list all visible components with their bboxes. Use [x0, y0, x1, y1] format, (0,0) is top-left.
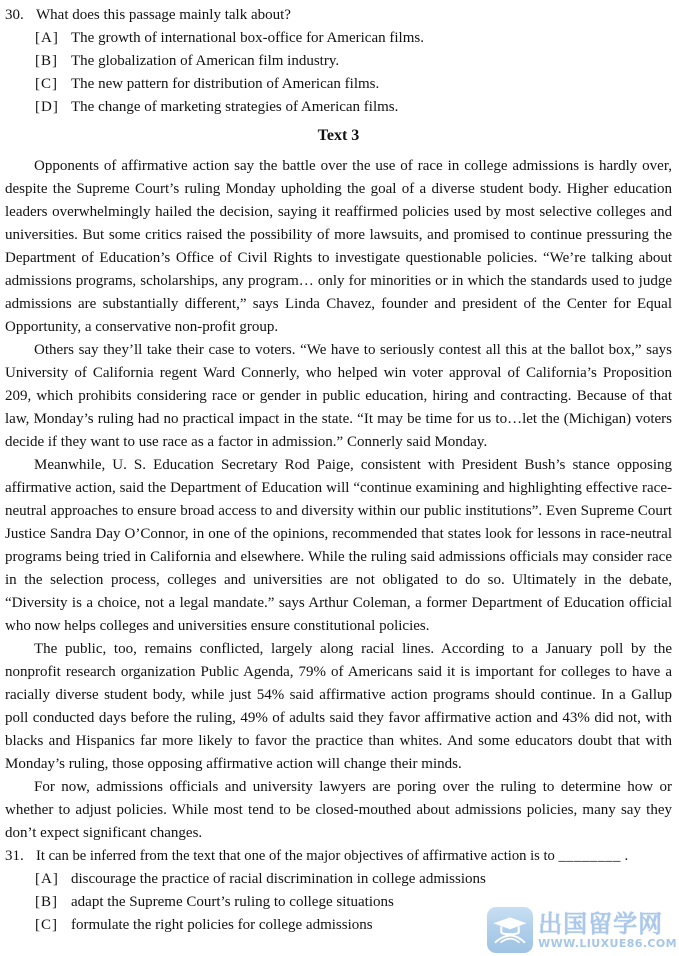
passage-paragraph-3: Meanwhile, U. S. Education Secretary Rod Paige, consistent with President Bush’s stance opposing affirmative action, said the Department of Education will “continue examining and highlighting effective race-neutral approaches to ensure broad access to and diversity within our public institutions”. Even Supreme Court Justice Sandra Day O’Connor, in one of the opinions, recommended that states look for lessons in race-neutral programs being tried in California and elsewhere. While the ruling said admissions officials may consider race in the selection process, colleges and universities are not obligated to do so. Ultimately in the debate, “Diversity is a choice, not a legal mandate.” says Arthur Coleman, a former Department of Education official who now helps colleges and universities ensure constitutional policies.	[5, 457, 672, 634]
watermark-site-url: WWW.LIUXUE86.COM	[538, 936, 677, 950]
passage-paragraph-2: Others say they’ll take their case to voters. “We have to seriously contest all this at the ballot box,” says University of California regent Ward Connerly, who helped win voter approval of California’s Proposition 209, which prohibits considering race or gender in public education, hiring and contracting. Because of that law, Monday’s ruling had no practical impact in the state. “It may be time for us to…let the (Michigan) voters decide if they want to use race as a factor in admission.” Connerly said Monday.	[5, 342, 672, 450]
question-30	[5, 4, 672, 119]
passage-paragraph-4: The public, too, remains conflicted, largely along racial lines. According to a January poll by the nonprofit research organization Public Agenda, 79% of Americans said it is important for colleges to have a racially diverse student body, while just 54% said affirmative action programs should continue. In a Gallup poll conducted days before the ruling, 49% of adults said they favor affirmative action and 43% did not, with blacks and Hispanics far more likely to favor the practice than whites. And some educators doubt that with Monday’s ruling, those opposing affirmative action will change their minds.	[5, 641, 672, 772]
option-b-text: The globalization of American film industry.	[71, 53, 340, 69]
passage-heading: Text 3	[317, 127, 360, 144]
option-a-text: The growth of international box-office for American films.	[71, 30, 424, 46]
option-a-label: [A]	[35, 871, 59, 887]
question-30-option-d	[35, 96, 672, 119]
option-d-text: The change of marketing strategies of American films.	[71, 99, 399, 115]
question-31-number: 31.	[5, 848, 24, 864]
option-c-label: [C]	[35, 76, 58, 92]
watermark-text	[538, 911, 677, 950]
answer-blank: ________	[558, 848, 621, 864]
question-31-text	[36, 845, 672, 868]
question-30-option-b	[35, 50, 672, 73]
question-30-number: 30.	[5, 7, 24, 23]
question-30-option-a	[35, 27, 672, 50]
question-31-option-a	[35, 868, 672, 891]
option-b-text: adapt the Supreme Court’s ruling to college situations	[71, 894, 394, 910]
question-30-options	[35, 27, 672, 119]
option-c-label: [C]	[35, 917, 58, 933]
question-30-stem	[5, 4, 672, 27]
option-a-label: [A]	[35, 30, 59, 46]
passage-paragraph-1: Opponents of affirmative action say the battle over the use of race in college admissions is hardly over, despite the Supreme Court’s ruling Monday upholding the goal of a diverse student body. Higher education leaders overwhelmingly hailed the decision, saying it reaffirmed policies used by most selective colleges and universities. But some critics raised the possibility of more lawsuits, and promised to continue pressuring the Department of Education’s Office of Civil Rights to investigate questionable policies. “We’re talking about admissions programs, scholarships, any program… only for minorities or in which the standards used to judge admissions are substantially different,” says Linda Chavez, founder and president of the Center for Equal Opportunity, a conservative non-profit group.	[5, 158, 672, 335]
question-31-text-after-blank: .	[620, 848, 629, 864]
option-b-label: [B]	[35, 53, 58, 69]
passage-paragraph-5: For now, admissions officials and university lawyers are poring over the ruling to determine how or whether to adjust policies. While most tend to be closed-mouthed about admissions policies, many say they don’t expect significant changes.	[5, 779, 672, 841]
option-c-text: The new pattern for distribution of American films.	[71, 76, 380, 92]
option-b-label: [B]	[35, 894, 58, 910]
question-30-text: What does this passage mainly talk about?	[36, 7, 291, 23]
question-30-option-c	[35, 73, 672, 96]
question-31-text-before-blank: It can be inferred from the text that one of the major objectives of affirmative action is to	[36, 848, 559, 864]
option-d-label: [D]	[35, 99, 59, 115]
watermark	[487, 907, 677, 953]
graduation-cap-icon	[487, 907, 533, 953]
question-31-stem	[5, 845, 672, 868]
watermark-site-name: 出国留学网	[538, 909, 664, 938]
option-c-text: formulate the right policies for college admissions	[71, 917, 373, 933]
option-a-text: discourage the practice of racial discrimination in college admissions	[71, 871, 486, 887]
